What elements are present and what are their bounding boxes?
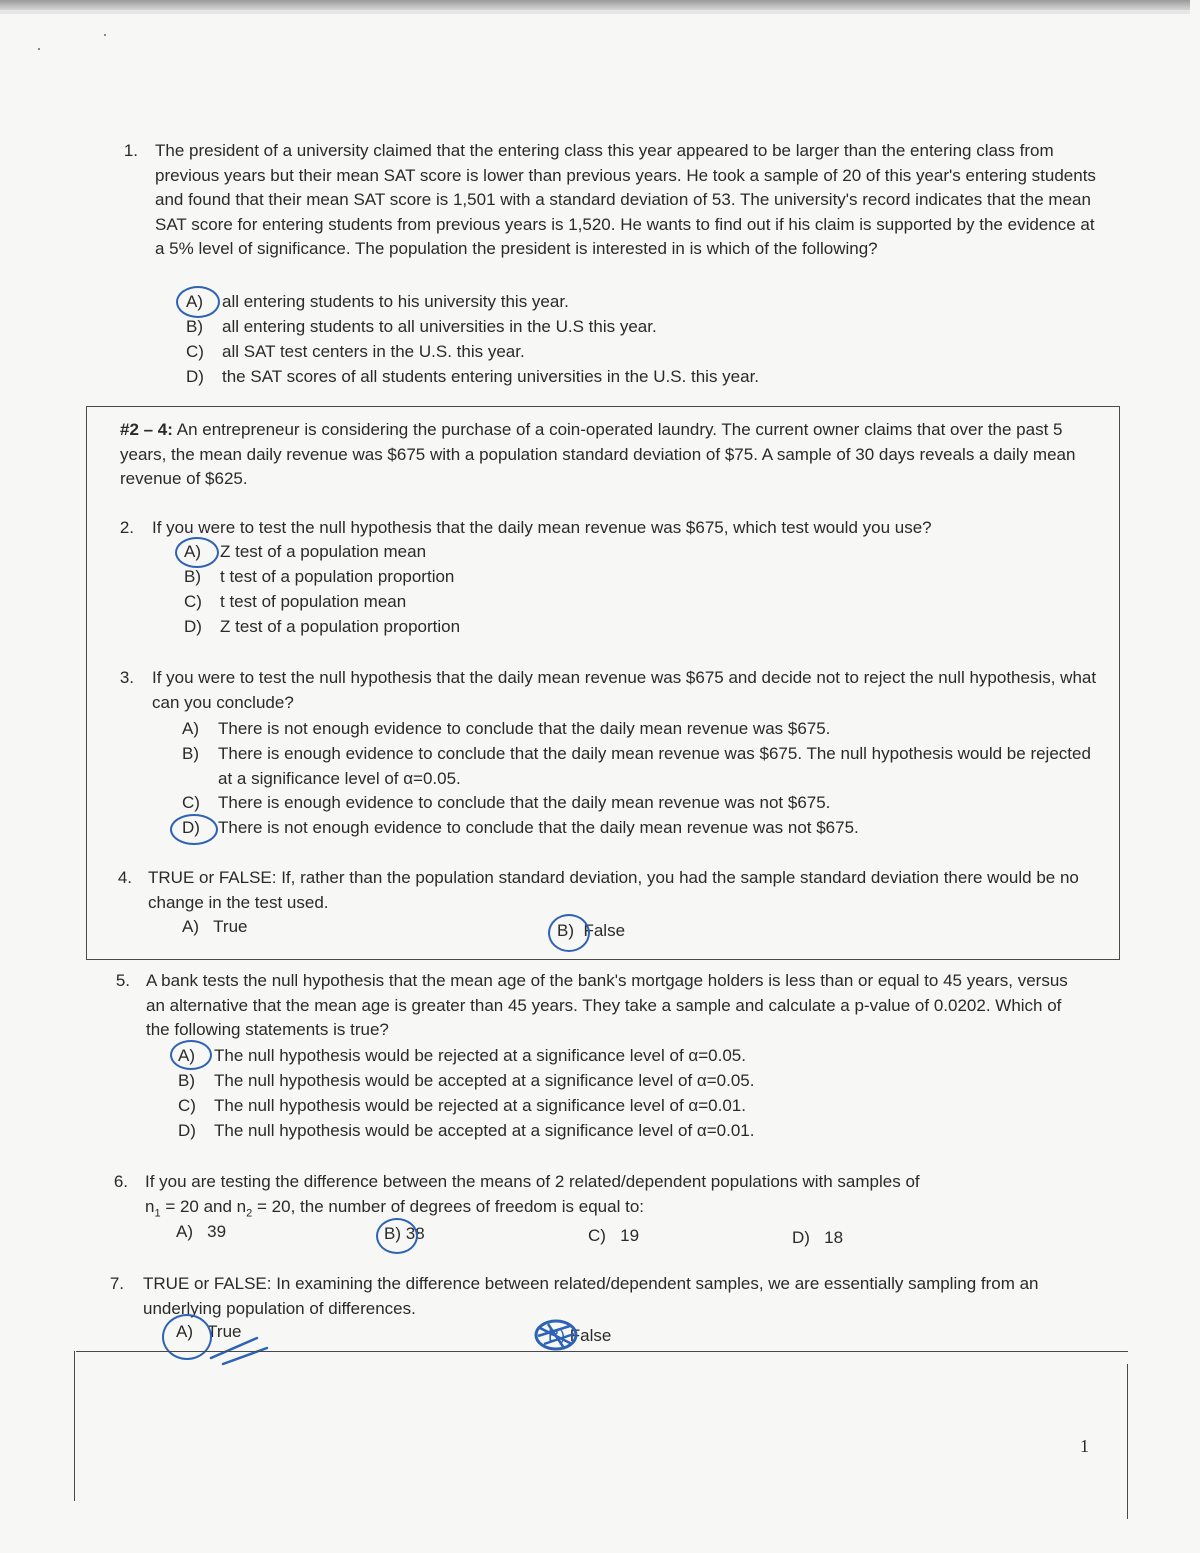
- options-list: [184, 539, 884, 639]
- option-c[interactable]: [178, 1093, 978, 1118]
- options-list: [186, 289, 1086, 389]
- option-text: True: [207, 1322, 242, 1341]
- option-label: C): [186, 342, 204, 361]
- scenario-text: [120, 418, 1110, 492]
- option-text: all SAT test centers in the U.S. this year.: [222, 342, 525, 361]
- question-number: 6.: [113, 1172, 128, 1191]
- page-number: 1: [1080, 1436, 1089, 1456]
- option-label: A): [176, 1322, 193, 1341]
- option-d[interactable]: [184, 614, 884, 639]
- option-label: B): [186, 317, 203, 336]
- option-a[interactable]: [186, 289, 1086, 314]
- answer-circle: [548, 914, 590, 952]
- stem-mid: = 20 and n: [160, 1196, 247, 1216]
- option-text: 19: [620, 1226, 640, 1245]
- option-text: The null hypothesis would be rejected at a significance level of α=0.01.: [214, 1096, 746, 1115]
- option-label: C): [588, 1226, 606, 1245]
- option-c[interactable]: [186, 339, 1086, 364]
- option-a[interactable]: [182, 717, 1102, 742]
- option-label: B): [182, 744, 199, 763]
- option-b[interactable]: [182, 742, 1102, 791]
- bottom-box-top-line: [76, 1351, 1128, 1352]
- option-label: C): [178, 1096, 196, 1115]
- option-label: A): [182, 917, 199, 936]
- scan-speck: [38, 48, 40, 50]
- option-label: B): [178, 1071, 195, 1090]
- answer-circle: [175, 537, 219, 568]
- answer-circle: [170, 1040, 212, 1070]
- option-text: False: [569, 1326, 612, 1345]
- option-label: A): [182, 719, 199, 738]
- question-stem: If you were to test the null hypothesis that the daily mean revenue was $675, which test would you use?: [152, 518, 932, 537]
- option-b[interactable]: [186, 314, 1086, 339]
- scan-speck: [104, 34, 106, 36]
- option-text: t test of population mean: [220, 592, 407, 611]
- option-label: A): [186, 292, 203, 311]
- option-text: There is enough evidence to conclude that the daily mean revenue was not $675.: [218, 793, 831, 812]
- answer-circle: [376, 1218, 418, 1254]
- option-text: Z test of a population mean: [220, 542, 427, 561]
- option-d[interactable]: [182, 816, 1102, 841]
- option-a[interactable]: [178, 1043, 978, 1068]
- option-text: all entering students to his university this year.: [222, 292, 569, 311]
- option-c[interactable]: [182, 791, 1102, 816]
- option-text: The null hypothesis would be rejected at a significance level of α=0.05.: [214, 1046, 746, 1065]
- bottom-box-right-line: [1127, 1364, 1128, 1519]
- option-text: 38: [405, 1224, 425, 1243]
- option-text: Z test of a population proportion: [220, 617, 461, 636]
- option-d[interactable]: [186, 364, 1086, 389]
- option-label: D): [792, 1228, 810, 1247]
- answer-circle: [176, 286, 220, 318]
- option-b[interactable]: [184, 564, 884, 589]
- scan-top-shadow: [0, 10, 1190, 14]
- option-label: D): [186, 367, 204, 386]
- option-text: t test of a population proportion: [220, 567, 455, 586]
- option-a[interactable]: [184, 539, 884, 564]
- scenario-body: An entrepreneur is considering the purchase of a coin-operated laundry. The current owner claims that over the past 5 years, the mean daily revenue was $675 with a population standard deviation of $75. A sample of 30 days reveals a daily mean revenue of $625.: [120, 420, 1076, 488]
- question-stem: TRUE or FALSE: In examining the difference between related/dependent samples, we are essentially sampling from an underlying population of differences.: [143, 1274, 1039, 1318]
- answer-circle: [170, 814, 218, 845]
- question-number: 2.: [119, 518, 134, 537]
- subscript-2: 2: [246, 1206, 253, 1219]
- option-label: D): [184, 617, 202, 636]
- option-text: There is not enough evidence to conclude that the daily mean revenue was $675.: [218, 719, 831, 738]
- option-d[interactable]: [792, 1228, 843, 1248]
- option-label: C): [182, 793, 200, 812]
- subscript-1: 1: [154, 1206, 161, 1219]
- option-d[interactable]: [178, 1118, 978, 1143]
- question-number: 7.: [109, 1274, 124, 1293]
- bottom-box-left-line: [74, 1351, 75, 1501]
- stem-end: = 20, the number of degrees of freedom is equal to:: [252, 1196, 644, 1216]
- option-text: the SAT scores of all students entering universities in the U.S. this year.: [222, 367, 760, 386]
- option-label: B): [184, 567, 201, 586]
- question-stem: The president of a university claimed that the entering class this year appeared to be larger than the entering class from previous years but their mean SAT score is lower than previous years. He took a sample of 20 of this year's entering students and found that their mean SAT score is 1,501 with a standard deviation of 53. The university's record indicates that the mean SAT score for entering students from previous years is 1,520. He wants to find out if his claim is supported by the evidence at a 5% level of significance. The population the president is interested in is which of the following?: [155, 141, 1096, 258]
- question-number: 5.: [115, 971, 130, 990]
- option-label: D): [178, 1121, 196, 1140]
- option-label: D): [182, 818, 200, 837]
- option-label: B): [548, 1326, 565, 1345]
- question-number: 4.: [117, 868, 132, 887]
- option-a[interactable]: [182, 917, 248, 937]
- option-text: There is enough evidence to conclude that the daily mean revenue was $675. The null hypothesis would be rejected at a significance level of α=0.05.: [218, 744, 1091, 788]
- options-list: [182, 717, 1102, 841]
- option-text: False: [583, 921, 626, 940]
- option-text: 18: [824, 1228, 844, 1247]
- stem-n1: n: [145, 1196, 155, 1216]
- stem-line-1: If you are testing the difference between the means of 2 related/dependent populations with samples of: [145, 1172, 920, 1191]
- option-text: 39: [207, 1222, 227, 1241]
- option-label: B): [384, 1224, 401, 1243]
- question-number: 1.: [123, 141, 138, 160]
- option-text: There is not enough evidence to conclude that the daily mean revenue was not $675.: [218, 818, 859, 837]
- option-c[interactable]: [588, 1226, 639, 1246]
- scribble-mark: [530, 1314, 586, 1354]
- scenario-lead: #2 – 4:: [120, 420, 173, 439]
- question-number: 3.: [119, 668, 134, 687]
- strike-mark: [205, 1330, 275, 1370]
- option-label: A): [176, 1222, 193, 1241]
- question-stem: [145, 1170, 1075, 1225]
- options-list: [178, 1043, 978, 1143]
- option-text: The null hypothesis would be accepted at a significance level of α=0.01.: [214, 1121, 755, 1140]
- question-stem: If you were to test the null hypothesis that the daily mean revenue was $675 and decide not to reject the null hypothesis, what can you conclude?: [152, 668, 1097, 712]
- question-stem: TRUE or FALSE: If, rather than the population standard deviation, you had the sample standard deviation there would be no change in the test used.: [148, 868, 1079, 912]
- option-a[interactable]: [176, 1222, 226, 1242]
- scan-top-edge: [0, 0, 1190, 10]
- option-label: B): [557, 921, 574, 940]
- option-text: all entering students to all universities in the U.S this year.: [222, 317, 657, 336]
- option-text: True: [213, 917, 248, 936]
- question-stem: A bank tests the null hypothesis that the mean age of the bank's mortgage holders is less than or equal to 45 years, versus an alternative that the mean age is greater than 45 years. They take a sample and calculate a p-value of 0.0202. Which of the following statements is true?: [146, 971, 1068, 1039]
- option-c[interactable]: [184, 589, 884, 614]
- option-text: The null hypothesis would be accepted at a significance level of α=0.05.: [214, 1071, 755, 1090]
- option-label: A): [184, 542, 201, 561]
- option-b[interactable]: [178, 1068, 978, 1093]
- option-label: C): [184, 592, 202, 611]
- option-label: A): [178, 1046, 195, 1065]
